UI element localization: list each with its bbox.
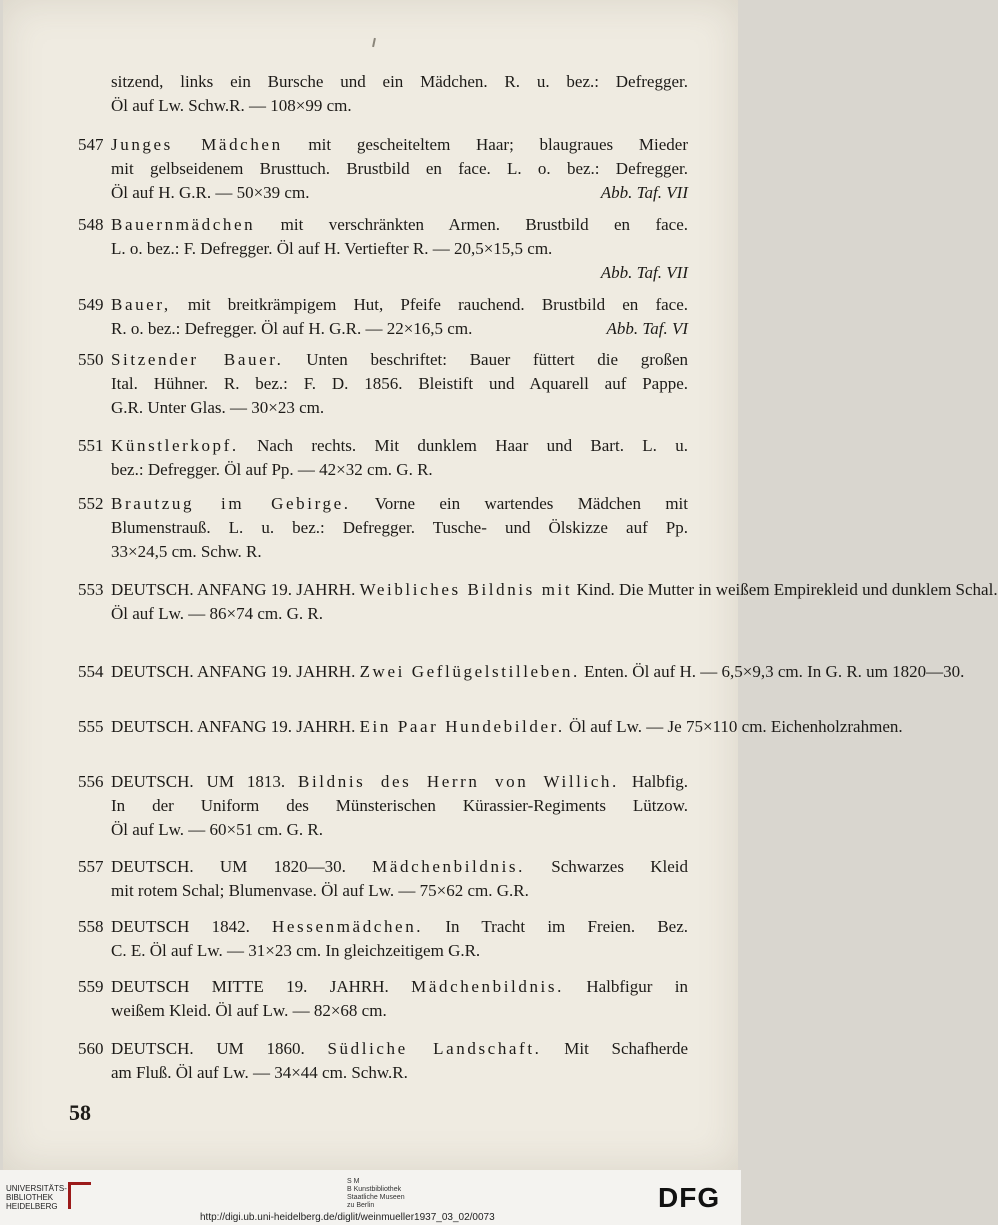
entry-number: 548 [78,215,104,234]
entry-text: Halbfigur in [586,977,689,996]
catalog-entry [78,660,965,684]
text-line: C. E. Öl auf Lw. — 31×23 cm. In gleichzeitigem G.R. [111,941,481,960]
entry-first-line [111,855,688,879]
permalink-url[interactable]: http://digi.ub.uni-heidelberg.de/diglit/weinmueller1937_03_02/0073 [200,1212,495,1223]
catalog-entry [78,293,688,341]
page-number: 58 [69,1100,91,1125]
text-line: Blumenstrauß. L. u. bez.: Defregger. Tusche- und Ölskizze auf Pp. [111,518,688,537]
entry-first-line [111,578,998,602]
catalog-entry [78,348,688,420]
catalog-entry [78,434,688,482]
plate-reference: Abb. Taf. VI [606,319,688,338]
entry-title: Weibliches Bildnis mit [359,580,573,599]
entry-number: 556 [78,772,104,791]
entry-title: Hessenmädchen. [272,917,424,936]
entry-title: Bauernmädchen [111,215,256,234]
entry-first-line [111,660,965,684]
entry-text: Mit Schafherde [564,1039,688,1058]
plate-reference: Abb. Taf. VII [600,263,688,282]
text-line: Öl auf Lw. — 60×51 cm. G. R. [111,820,323,839]
entry-number: 551 [78,436,104,455]
entry-number: 557 [78,857,104,876]
entry-first-line [111,715,903,739]
entry-first-line [111,293,688,317]
university-logo-text[interactable]: UNIVERSITÄTS- BIBLIOTHEK HEIDELBERG [6,1184,67,1211]
text-line: sitzend, links ein Bursche und ein Mädchen. R. u. bez.: Defregger. [111,72,688,91]
entry-attribution: DEUTSCH. UM 1860. [111,1039,305,1058]
entry-attribution: DEUTSCH 1842. [111,917,250,936]
entry-first-line [111,348,688,372]
text-line: am Fluß. Öl auf Lw. — 34×44 cm. Schw.R. [111,1063,408,1082]
entry-text: Enten. Öl auf H. — 6,5×9,3 cm. In G. R. um 1820—30. [584,662,965,681]
entry-first-line [111,770,688,794]
text-line: mit rotem Schal; Blumenvase. Öl auf Lw. — 75×62 cm. G.R. [111,881,529,900]
entry-text: Vorne ein wartendes Mädchen mit [374,494,688,513]
entry-title: Ein Paar Hundebilder. [359,717,565,736]
entry-number: 560 [78,1039,104,1058]
catalog-entry [78,1037,688,1085]
catalog-page [3,0,998,1170]
catalog-entry [78,770,688,842]
entry-number: 559 [78,977,104,996]
entry-title: Zwei Geflügelstilleben. [359,662,580,681]
smb-logo-text[interactable]: S M B Kunstbibliothek Staatliche Museen zu Berlin [347,1178,405,1209]
text-line: R. o. bez.: Defregger. Öl auf H. G.R. — 22×16,5 cm. [111,319,473,338]
catalog-entry [78,855,688,903]
entry-text: mit breitkrämpigem Hut, Pfeife rauchend. Brustbild en face. [187,295,688,314]
entry-text: Schwarzes Kleid [551,857,689,876]
entry-first-line [111,915,688,939]
text-line: Öl auf H. G.R. — 50×39 cm. [111,183,310,202]
text-line: Ital. Hühner. R. bez.: F. D. 1856. Bleistift und Aquarell auf Pappe. [111,374,688,393]
catalog-entry [78,915,688,963]
text-line: 33×24,5 cm. Schw. R. [111,542,262,561]
text-line: In der Uniform des Münsterischen Kürassier-Regiments Lützow. [111,796,688,815]
entry-attribution: DEUTSCH. ANFANG 19. JAHRH. [111,580,356,599]
entry-attribution: DEUTSCH. ANFANG 19. JAHRH. [111,717,356,736]
catalog-entry [78,492,688,564]
entry-attribution: DEUTSCH. UM 1813. [111,772,286,791]
catalog-entry [78,715,903,739]
entry-title: Künstlerkopf. [111,436,239,455]
entry-title: Bildnis des Herrn von Willich. [298,772,619,791]
entry-number: 558 [78,917,104,936]
entry-attribution: DEUTSCH MITTE 19. JAHRH. [111,977,389,996]
text-line: weißem Kleid. Öl auf Lw. — 82×68 cm. [111,1001,387,1020]
entry-title: Junges Mädchen [111,135,283,154]
entry-number: 549 [78,295,104,314]
footer-bar [0,1170,741,1225]
entry-title: Bauer, [111,295,171,314]
entry-first-line [111,213,688,237]
entry-number: 550 [78,350,104,369]
entry-text: In Tracht im Freien. Bez. [445,917,688,936]
entry-title: Mädchenbildnis. [372,857,525,876]
catalog-entry [78,213,688,285]
text-line: mit gelbseidenem Brusttuch. Brustbild en face. L. o. bez.: Defregger. [111,159,688,178]
entry-attribution: DEUTSCH. ANFANG 19. JAHRH. [111,662,356,681]
text-line: G.R. Unter Glas. — 30×23 cm. [111,398,325,417]
entry-number: 547 [78,135,104,154]
entry-number: 554 [78,662,104,681]
entry-attribution: DEUTSCH. UM 1820—30. [111,857,346,876]
entry-continuation [78,70,688,118]
entry-first-line [111,975,688,999]
university-logo-icon [68,1182,91,1209]
entry-text: Halbfig. [631,772,688,791]
entry-title: Mädchenbildnis. [411,977,564,996]
catalog-entry [78,975,688,1023]
entry-title: Sitzender Bauer. [111,350,284,369]
entry-text: mit gescheiteltem Haar; blaugraues Mieder [308,135,688,154]
entry-first-line [111,133,688,157]
dfg-logo[interactable]: DFG [658,1182,721,1213]
entry-title: Brautzug im Gebirge. [111,494,351,513]
entry-text: Kind. Die Mutter in weißem Empirekleid und dunklem Schal. [576,580,998,599]
catalog-entry [78,578,998,626]
entry-number: 552 [78,494,104,513]
entry-title: Südliche Landschaft. [327,1039,542,1058]
entry-text: Unten beschriftet: Bauer füttert die großen [306,350,689,369]
text-line: Öl auf Lw. Schw.R. — 108×99 cm. [111,96,352,115]
pencil-mark [372,38,376,47]
entry-first-line [111,1037,688,1061]
text-line: L. o. bez.: F. Defregger. Öl auf H. Vertiefter R. — 20,5×15,5 cm. [111,239,553,258]
text-line: Öl auf Lw. — 86×74 cm. G. R. [111,604,323,623]
entry-first-line [111,492,688,516]
entry-first-line [111,434,688,458]
catalog-entry [78,133,688,205]
plate-reference: Abb. Taf. VII [600,183,688,202]
entry-text: Öl auf Lw. — Je 75×110 cm. Eichenholzrahmen. [569,717,903,736]
entry-text: mit verschränkten Armen. Brustbild en face. [280,215,688,234]
entry-number: 553 [78,580,104,599]
entry-number: 555 [78,717,104,736]
text-line: bez.: Defregger. Öl auf Pp. — 42×32 cm. G. R. [111,460,433,479]
entry-text: Nach rechts. Mit dunklem Haar und Bart. L. u. [257,436,688,455]
